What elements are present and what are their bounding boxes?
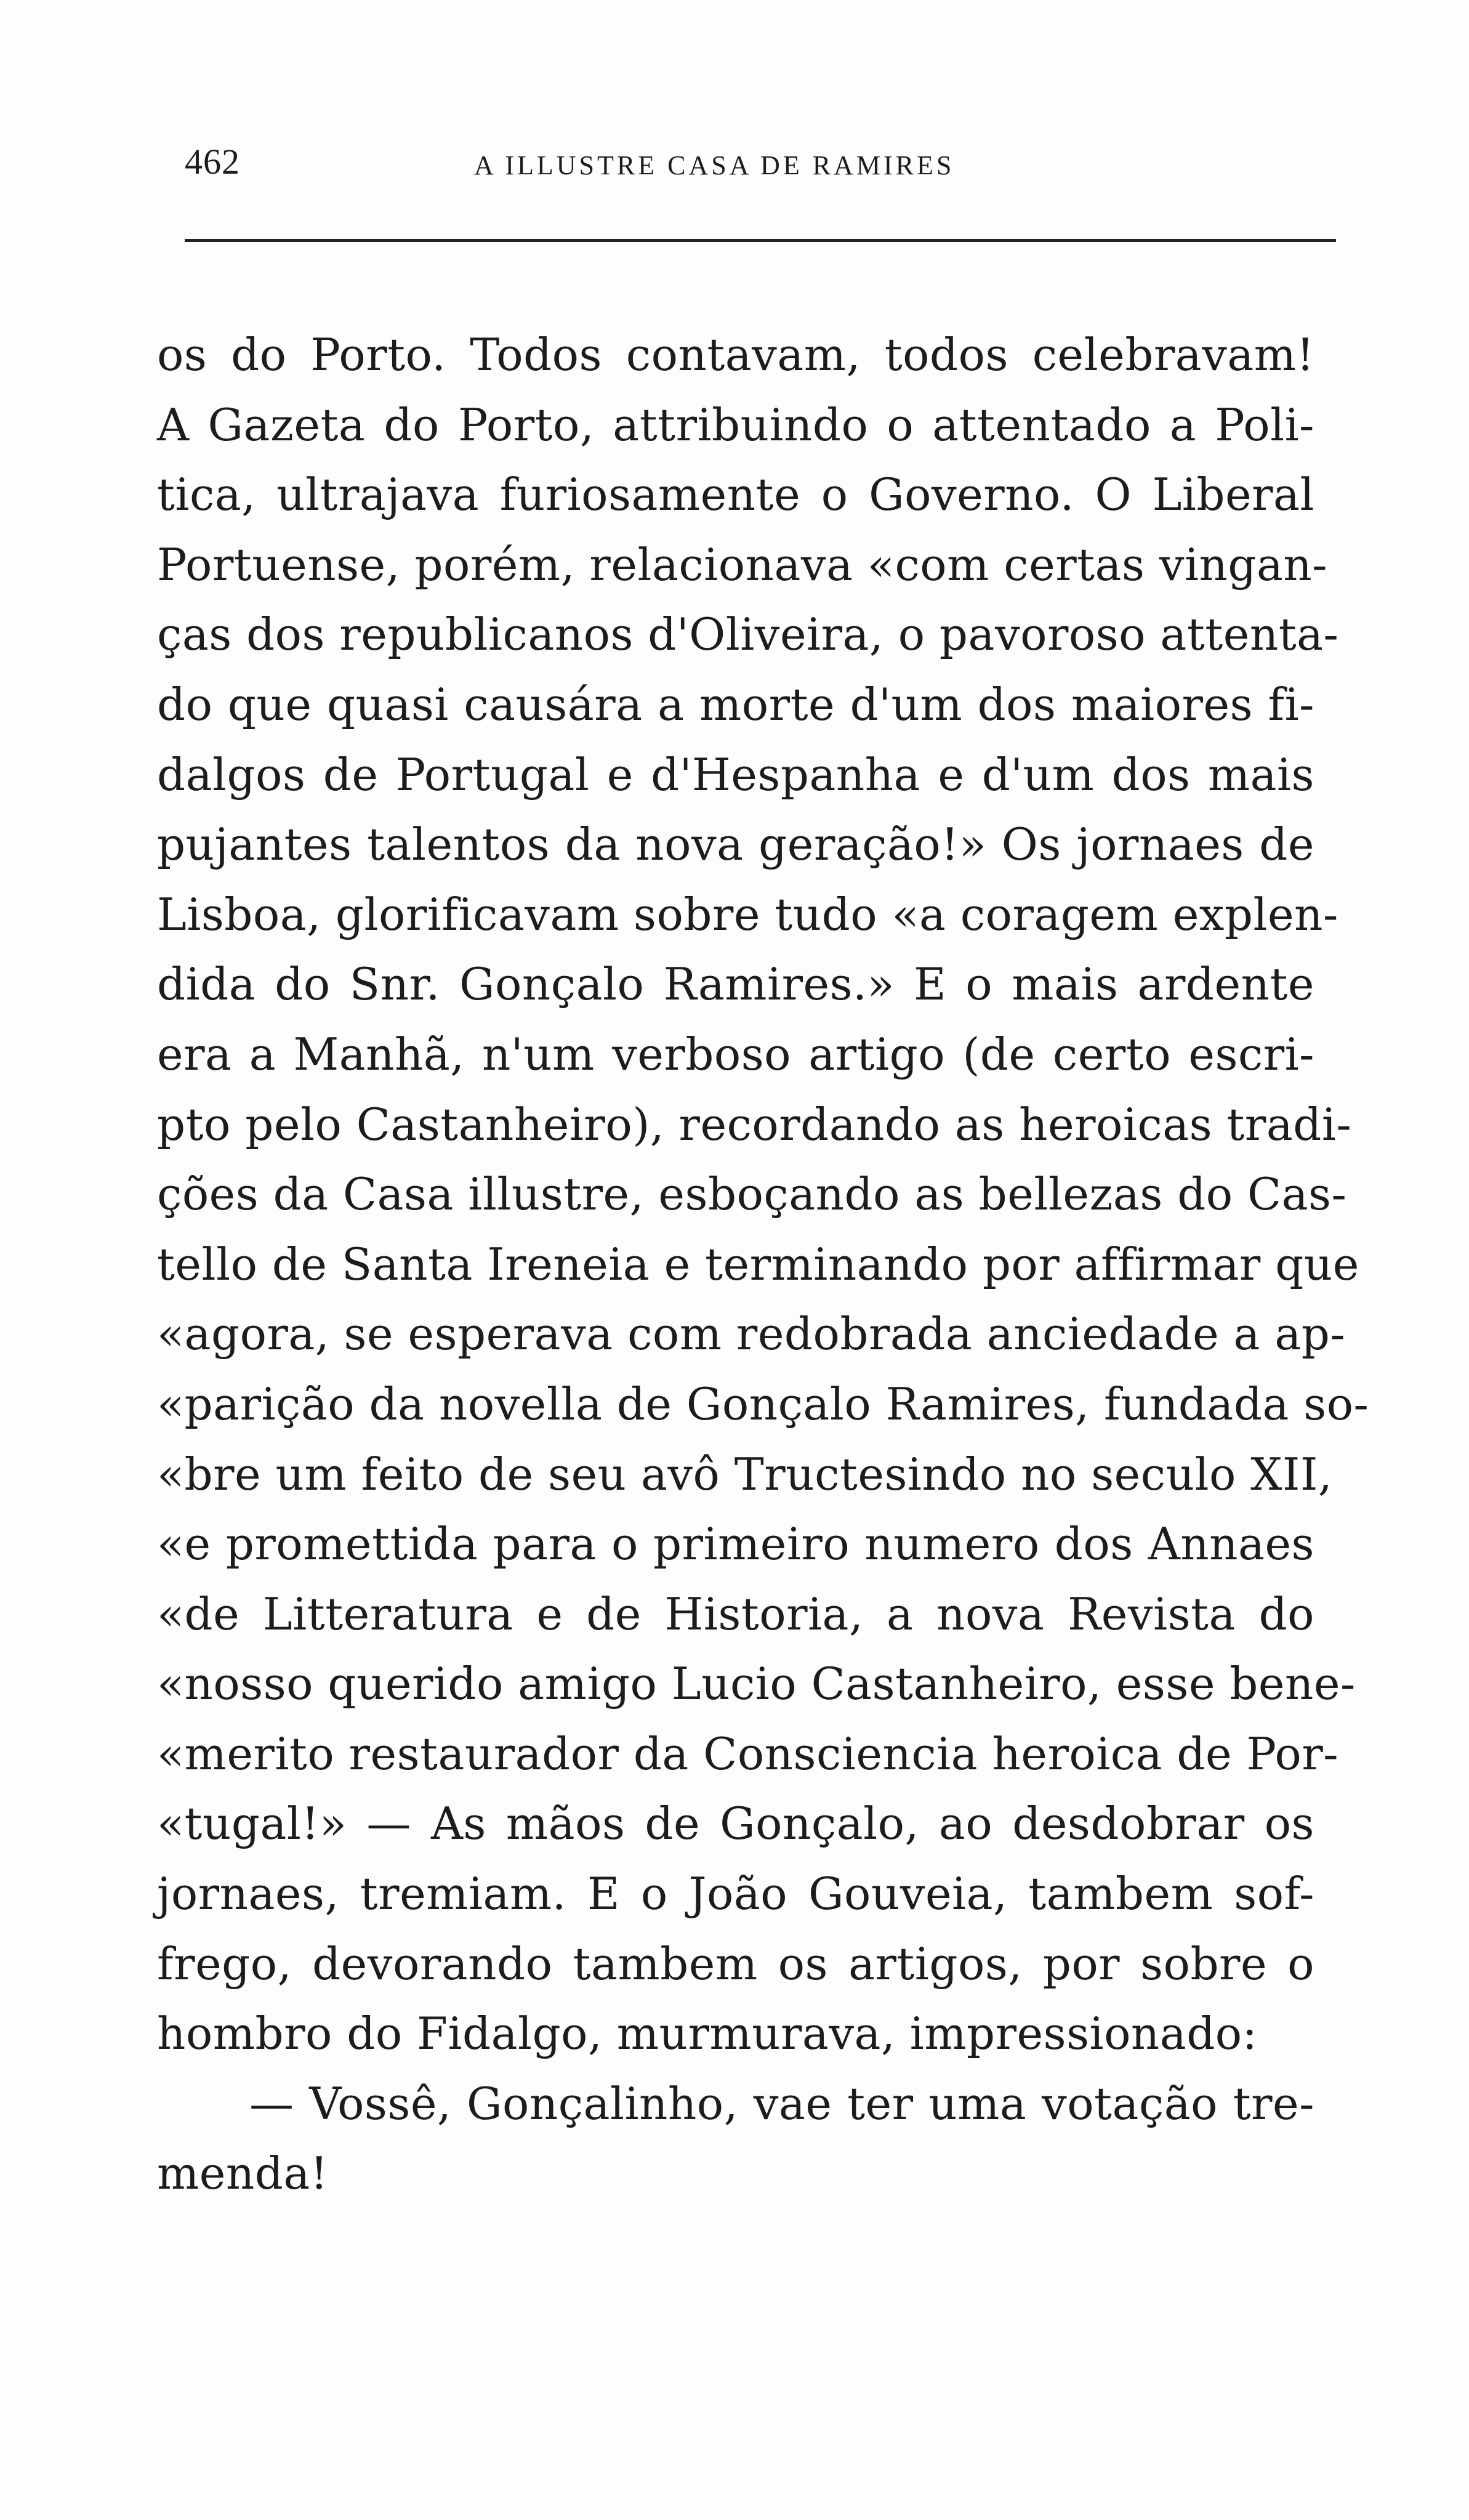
text-line: «tugal!» — As mãos de Gonçalo, ao desdobrar os xyxy=(157,1798,1314,1850)
text-line: menda! xyxy=(157,2147,329,2200)
text-line: «agora, se esperava com redobrada anciedade a ap- xyxy=(157,1308,1346,1360)
text-line: ções da Casa illustre, esboçando as bellezas do Cas- xyxy=(157,1168,1347,1221)
text-line: do que quasi causára a morte d'um dos maiores fi- xyxy=(157,678,1314,730)
text-line: Portuense, porém, relacionava «com certas vingan- xyxy=(157,538,1328,591)
text-line: tica, ultrajava furiosamente o Governo. O Liberal xyxy=(157,469,1314,521)
text-line: hombro do Fidalgo, murmurava, impressionado: xyxy=(157,2008,1258,2060)
text-line: pto pelo Castanheiro), recordando as heroicas tradi- xyxy=(157,1098,1352,1150)
running-header xyxy=(185,134,1336,190)
running-title: A ILLUSTRE CASA DE RAMIRES xyxy=(474,150,955,180)
text-line: «nosso querido amigo Lucio Castanheiro, esse bene- xyxy=(157,1658,1356,1710)
text-line: «e promettida para o primeiro numero dos Annaes xyxy=(157,1518,1314,1570)
text-line: «de Litteratura e de Historia, a nova Revista do xyxy=(157,1588,1314,1640)
text-line: tello de Santa Ireneia e terminando por affirmar que xyxy=(157,1238,1359,1290)
text-line: frego, devorando tambem os artigos, por sobre o xyxy=(157,1937,1314,1990)
text-line: jornaes, tremiam. E o João Gouveia, tambem sof- xyxy=(157,1868,1314,1920)
text-line: A Gazeta do Porto, attribuindo o attentado a Poli- xyxy=(157,398,1314,451)
body-text xyxy=(157,320,1369,2209)
text-line: os do Porto. Todos contavam, todos celebravam! xyxy=(157,329,1314,381)
text-line: Lisboa, glorificavam sobre tudo «a coragem explen- xyxy=(157,888,1338,940)
text-line: «bre um feito de seu avô Tructesindo no seculo XII, xyxy=(157,1448,1333,1500)
header-rule xyxy=(185,239,1336,242)
text-line: era a Manhã, n'um verboso artigo (de certo escri- xyxy=(157,1028,1314,1080)
page-number: 462 xyxy=(185,142,240,182)
text-line: ças dos republicanos d'Oliveira, o pavoroso attenta- xyxy=(157,608,1339,661)
text-line: dida do Snr. Gonçalo Ramires.» E o mais ardente xyxy=(157,958,1314,1011)
text-line: «parição da novella de Gonçalo Ramires, fundada so- xyxy=(157,1378,1369,1430)
text-line: pujantes talentos da nova geração!» Os jornaes de xyxy=(157,818,1314,871)
dialogue-line: — Vossê, Gonçalinho, vae ter uma votação tre- xyxy=(249,2077,1314,2130)
text-line: dalgos de Portugal e d'Hespanha e d'um dos mais xyxy=(157,748,1314,801)
text-line: «merito restaurador da Consciencia heroica de Por- xyxy=(157,1727,1339,1780)
